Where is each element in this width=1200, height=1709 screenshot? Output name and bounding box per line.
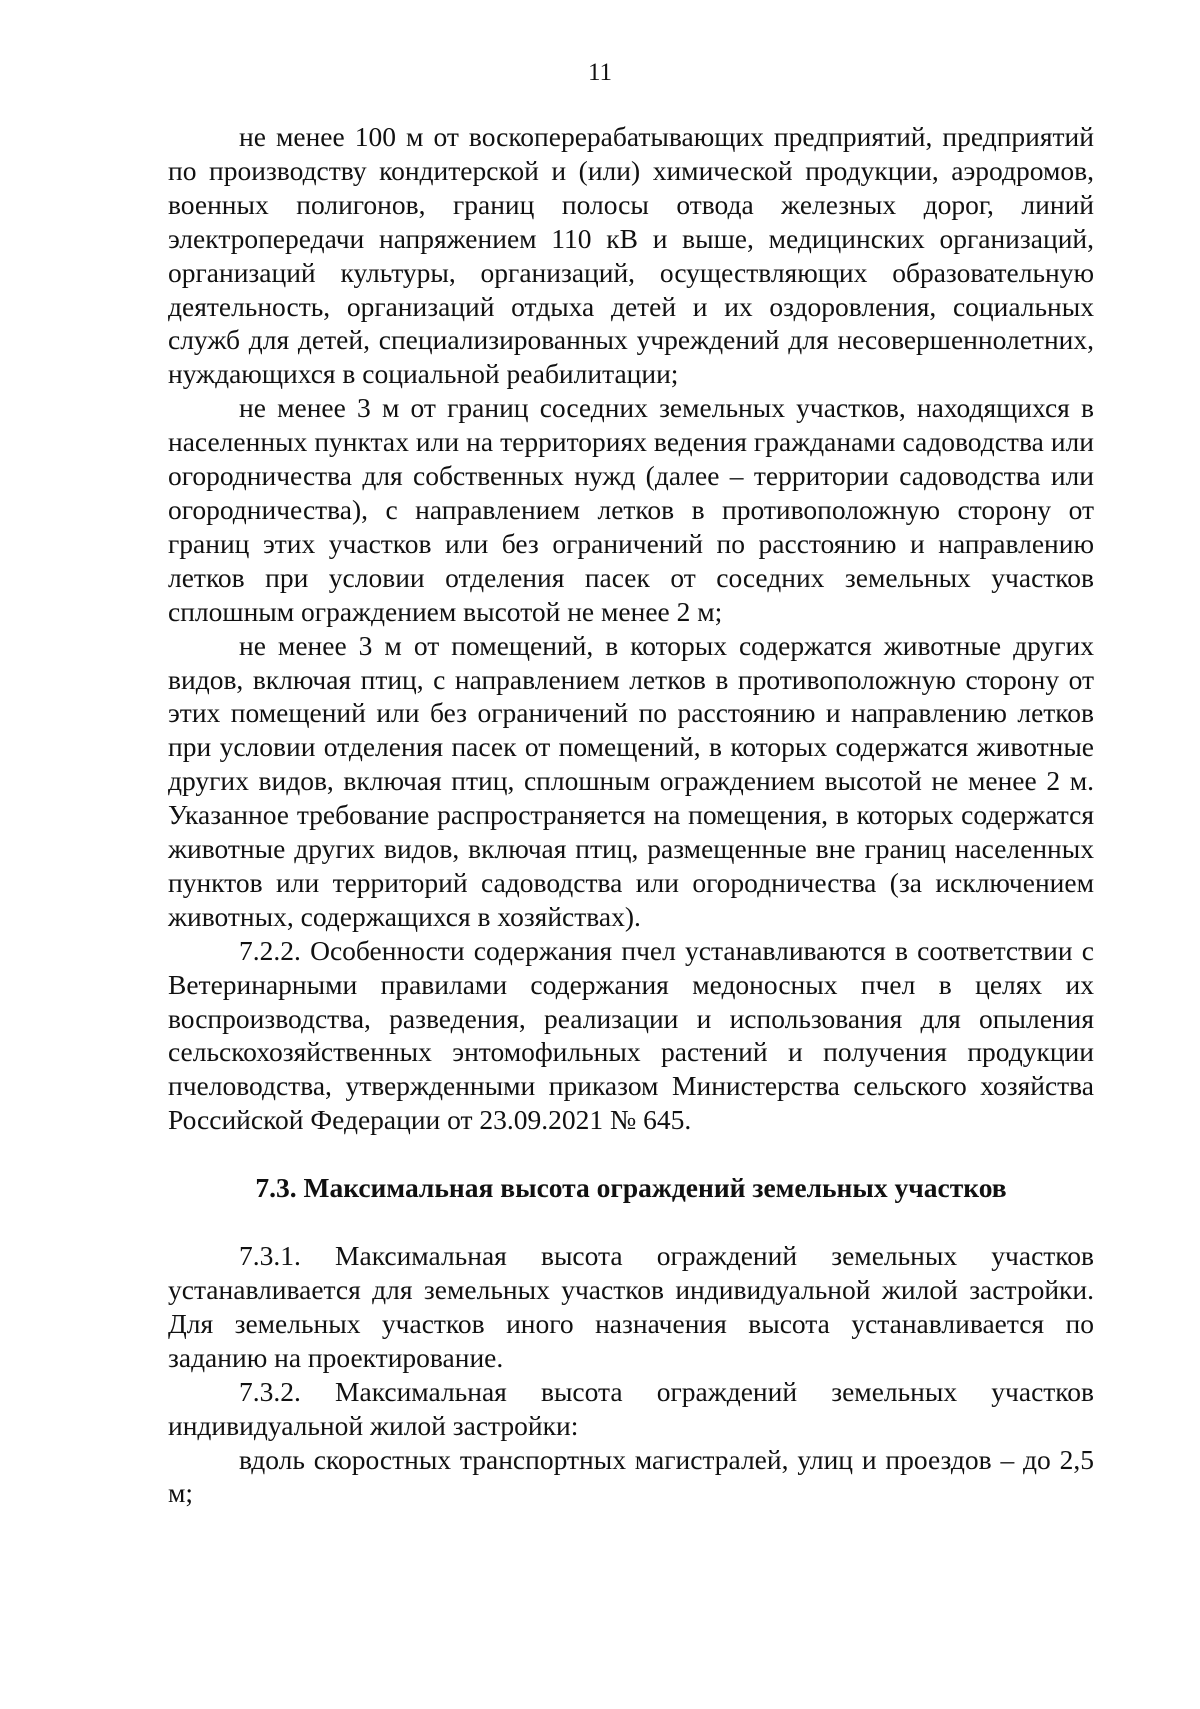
paragraph-7-3-2: 7.3.2. Максимальная высота ограждений земельных участков индивидуальной жилой застройки: — [168, 1375, 1094, 1441]
section-heading-7-3: 7.3. Максимальная высота ограждений земельных участков — [255, 1172, 1007, 1204]
paragraph-7-3-1: 7.3.1. Максимальная высота ограждений земельных участков устанавливается для земельных участков индивидуальной жилой застройки. Для земельных участков иного назначения высота устанавливается по заданию на проектирование. — [168, 1240, 1094, 1373]
spacer — [168, 1205, 1094, 1239]
paragraph-fence-height-streets: вдоль скоростных транспортных магистралей, улиц и проездов – до 2,5 м; — [168, 1443, 1094, 1509]
paragraph-distance-enterprises: не менее 100 м от воскоперерабатывающих предприятий, предприятий по производству кондитерской и (или) химической продукции, аэродромов, военных полигонов, границ полосы отвода железных дорог, линий электропередачи напряжением 110 кВ и выше, медицинских организаций, организаций культуры, организаций, осуществляющих образовательную деятельность, организаций отдыха детей и их оздоровления, социальных служб для детей, специализированных учреждений для несовершеннолетних, нуждающихся в социальной реабилитации; — [168, 121, 1094, 390]
paragraph-distance-neighbor-plots: не менее 3 м от границ соседних земельных участков, находящихся в населенных пунктах или на территориях ведения гражданами садоводства или огородничества для собственных нужд (далее – территории садоводства или огородничества), с направлением летков в противоположную сторону от границ этих участков или без ограничений по расстоянию и направлению летков при условии отделения пасек от соседних земельных участков сплошным ограждением высотой не менее 2 м; — [168, 392, 1094, 627]
paragraph-7-2-2: 7.2.2. Особенности содержания пчел устанавливаются в соответствии с Ветеринарными правилами содержания медоносных пчел в целях их воспроизводства, разведения, реализации и использования для опыления сельскохозяйственных энтомофильных растений и получения продукции пчеловодства, утвержденными приказом Министерства сельского хозяйства Российской Федерации от 23.09.2021 № 645. — [168, 934, 1094, 1136]
page-number: 11 — [587, 59, 613, 86]
spacer — [168, 1137, 1094, 1171]
document-body — [168, 120, 1094, 1510]
paragraph-distance-animal-premises: не менее 3 м от помещений, в которых содержатся животные других видов, включая птиц, с направлением летков в противоположную сторону от этих помещений или без ограничений по расстоянию и направлению летков при условии отделения пасек от помещений, в которых содержатся животные других видов, включая птиц, сплошным ограждением высотой не менее 2 м. Указанное требование распространяется на помещения, в которых содержатся животные других видов, включая птиц, размещенные вне границ населенных пунктов или территорий садоводства или огородничества (за исключением животных, содержащихся в хозяйствах). — [168, 629, 1094, 932]
